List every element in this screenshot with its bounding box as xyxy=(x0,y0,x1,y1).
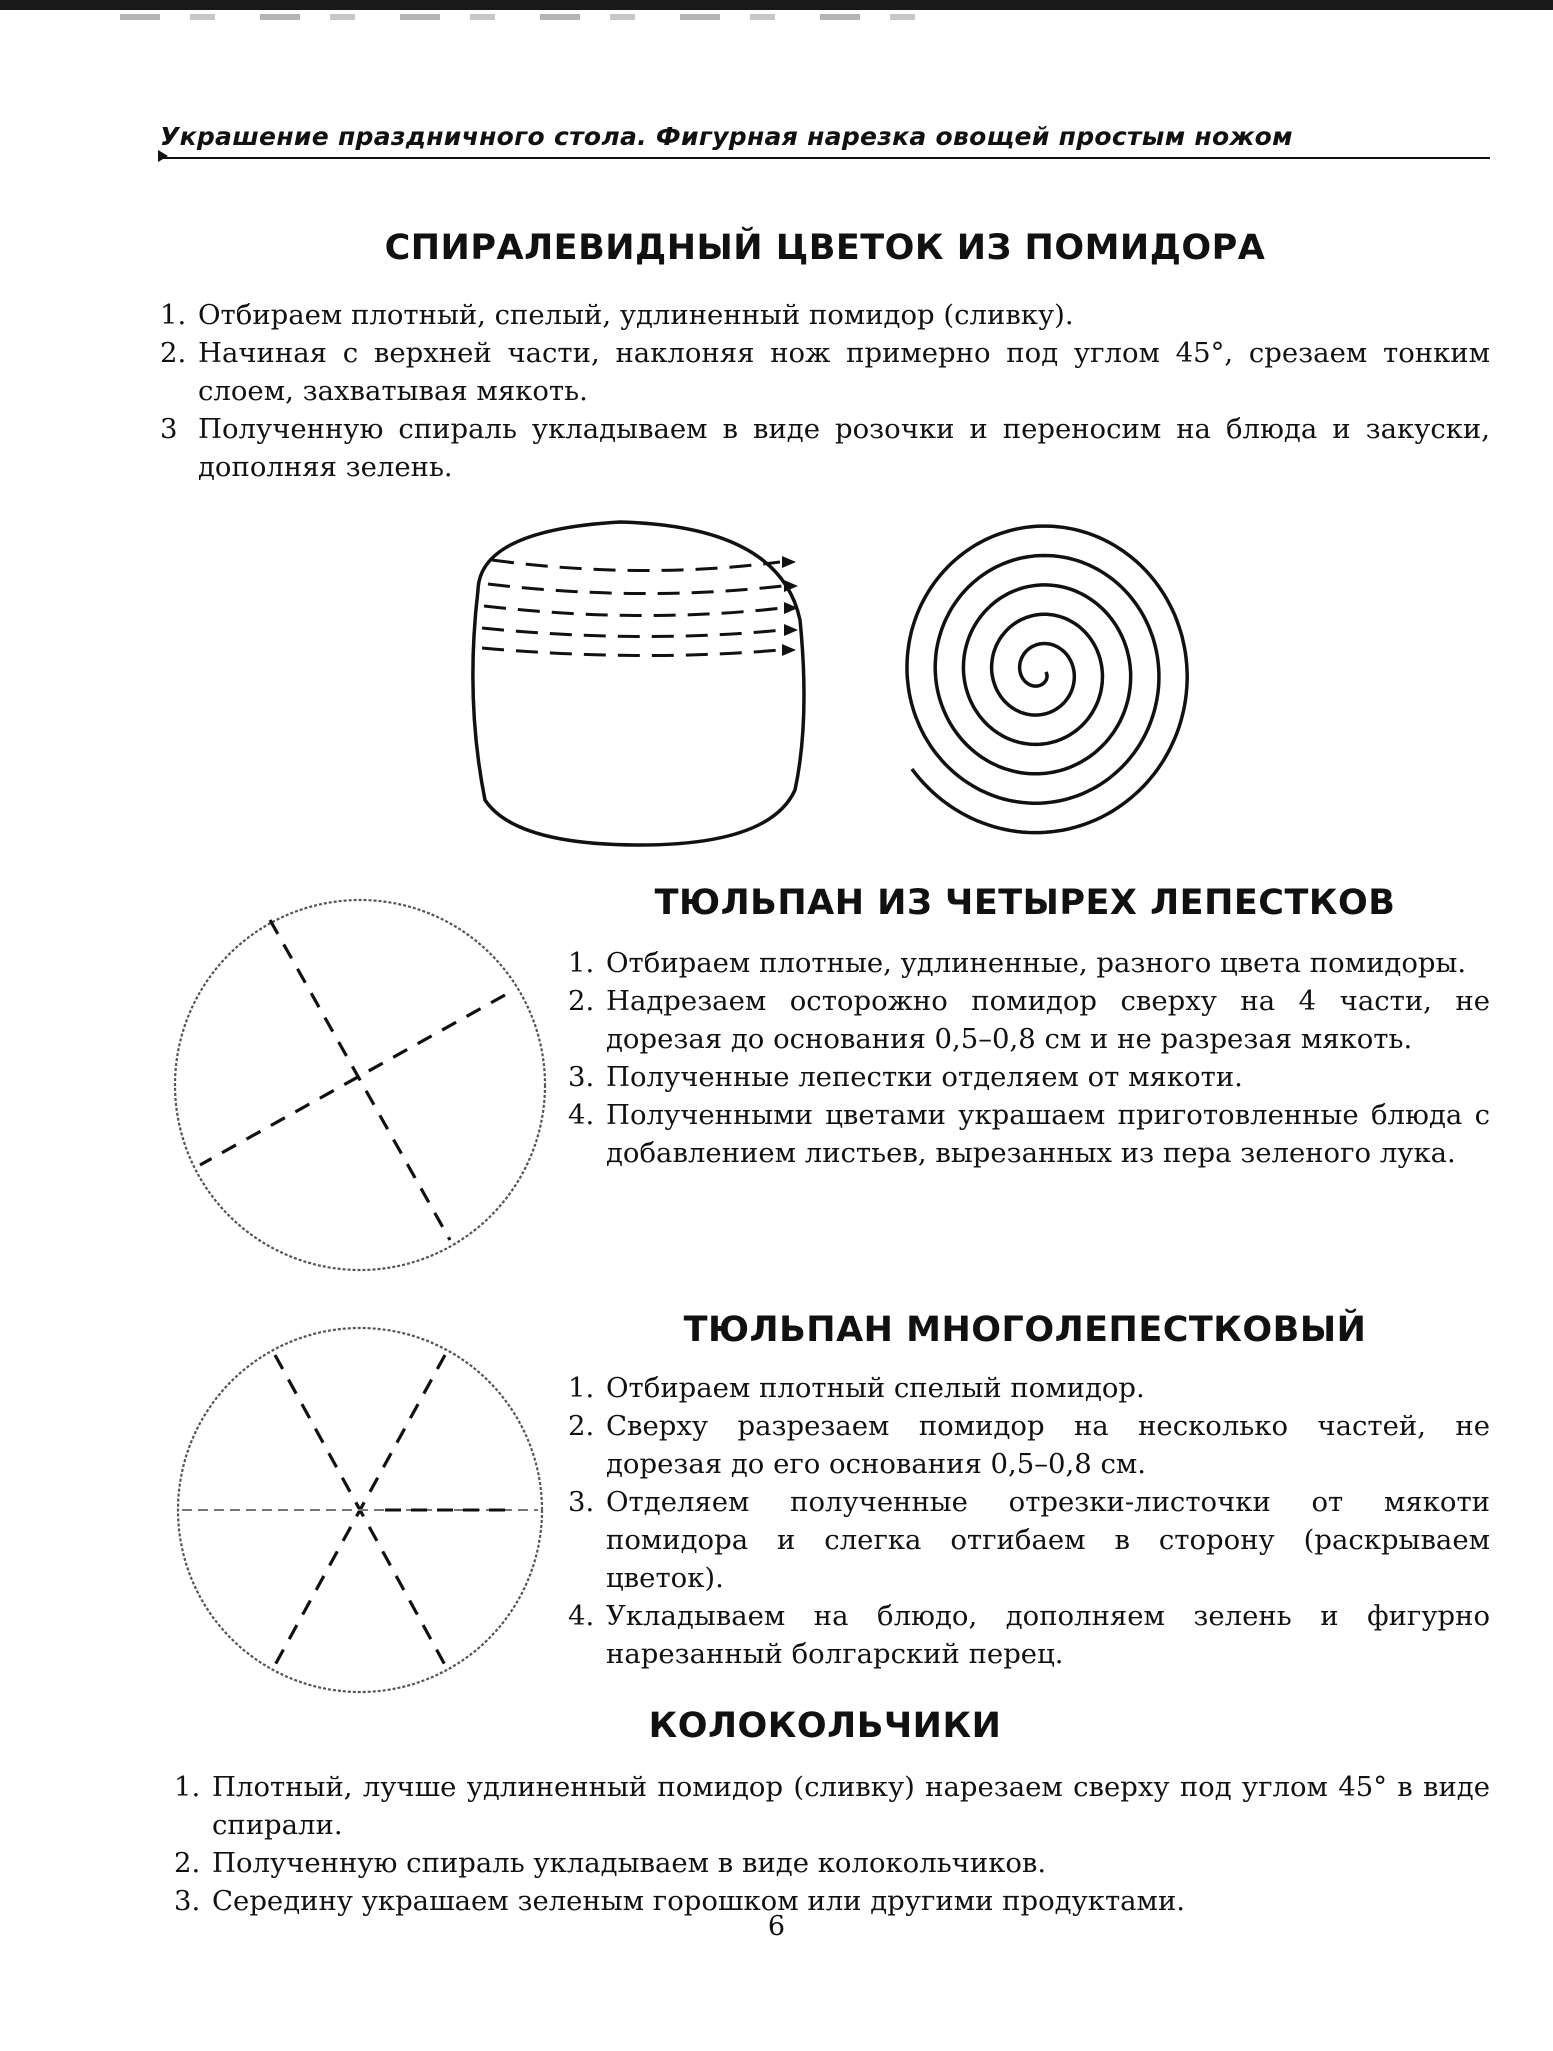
step-text: Полученную спираль укладываем в виде розочки и переносим на блюда и закуски, дополняя зелень. xyxy=(198,413,1490,483)
step-item xyxy=(568,1597,1490,1673)
tomato-cut-lines-illustration xyxy=(460,500,820,860)
step-number: 1. xyxy=(174,1771,201,1803)
step-text: Отделяем полученные отрезки-листочки от мякоти помидора и слегка отгибаем в сторону (раскрываем цветок). xyxy=(606,1486,1490,1594)
step-number: 3. xyxy=(568,1061,595,1093)
page-number: 6 xyxy=(767,1911,786,1942)
step-number: 2. xyxy=(568,1410,595,1442)
step-item xyxy=(568,1483,1490,1597)
step-number: 3. xyxy=(174,1885,201,1917)
step-item xyxy=(160,334,1490,410)
running-head-marker xyxy=(158,150,168,162)
step-number: 1. xyxy=(568,947,595,979)
step-number: 2. xyxy=(174,1847,201,1879)
step-text: Отбираем плотный, спелый, удлиненный помидор (сливку). xyxy=(198,299,1074,331)
step-item xyxy=(568,1369,1490,1407)
steps-spiral-flower xyxy=(160,296,1490,486)
spiral-line xyxy=(907,526,1187,833)
step-text: Полученными цветами украшаем приготовленные блюда с добавлением листьев, вырезанных из пера зеленого лука. xyxy=(606,1099,1490,1169)
step-text: Отбираем плотные, удлиненные, разного цвета помидоры. xyxy=(606,947,1467,979)
step-text: Полученные лепестки отделяем от мякоти. xyxy=(606,1061,1243,1093)
steps-bells xyxy=(174,1768,1490,1920)
step-item xyxy=(160,296,1490,334)
step-text: Отбираем плотный спелый помидор. xyxy=(606,1372,1145,1404)
steps-four-petal-tulip xyxy=(568,944,1490,1172)
step-number: 3. xyxy=(568,1486,595,1518)
step-number: 1. xyxy=(568,1372,595,1404)
step-number: 2. xyxy=(568,985,595,1017)
section-title-bells: КОЛОКОЛЬЧИКИ xyxy=(648,1706,1002,1746)
step-number: 4. xyxy=(568,1600,595,1632)
top-scan-bar xyxy=(0,0,1553,10)
spiral-peel-illustration xyxy=(870,500,1210,840)
step-number: 1. xyxy=(160,299,187,331)
step-number: 4. xyxy=(568,1099,595,1131)
step-item xyxy=(174,1768,1490,1844)
six-cut-tomato-illustration xyxy=(160,1315,560,1705)
step-text: Середину украшаем зеленым горошком или другими продуктами. xyxy=(212,1885,1186,1917)
step-item xyxy=(568,1058,1490,1096)
step-item xyxy=(568,944,1490,982)
running-head-rule xyxy=(160,157,1490,159)
step-text: Надрезаем осторожно помидор сверху на 4 части, не дорезая до основания 0,5–0,8 см и не разрезая мякоть. xyxy=(606,985,1490,1055)
step-text: Полученную спираль укладываем в виде колокольчиков. xyxy=(212,1847,1047,1879)
step-item xyxy=(160,410,1490,486)
step-item xyxy=(568,1407,1490,1483)
scan-specks xyxy=(120,14,940,20)
step-text: Плотный, лучше удлиненный помидор (сливку) нарезаем сверху под углом 45° в виде спирали. xyxy=(212,1771,1490,1841)
step-item xyxy=(568,982,1490,1058)
four-cut-tomato-illustration xyxy=(160,885,560,1285)
step-item xyxy=(174,1844,1490,1882)
step-number: 2. xyxy=(160,337,187,369)
steps-multi-petal-tulip xyxy=(568,1369,1490,1673)
step-text: Сверху разрезаем помидор на несколько частей, не дорезая до его основания 0,5–0,8 см. xyxy=(606,1410,1490,1480)
step-number: 3 xyxy=(160,413,178,445)
step-text: Начиная с верхней части, наклоняя нож примерно под углом 45°, срезаем тонким слоем, захватывая мякоть. xyxy=(198,337,1490,407)
step-item xyxy=(568,1096,1490,1172)
section-title-four-petal-tulip: ТЮЛЬПАН ИЗ ЧЕТЫРЕХ ЛЕПЕСТКОВ xyxy=(654,883,1396,923)
section-title-multi-petal-tulip: ТЮЛЬПАН МНОГОЛЕПЕСТКОВЫЙ xyxy=(683,1310,1367,1350)
section-title-spiral-flower: СПИРАЛЕВИДНЫЙ ЦВЕТОК ИЗ ПОМИДОРА xyxy=(384,228,1266,268)
step-text: Укладываем на блюдо, дополняем зелень и фигурно нарезанный болгарский перец. xyxy=(606,1600,1490,1670)
running-head: Украшение праздничного стола. Фигурная нарезка овощей простым ножом xyxy=(160,122,1293,151)
